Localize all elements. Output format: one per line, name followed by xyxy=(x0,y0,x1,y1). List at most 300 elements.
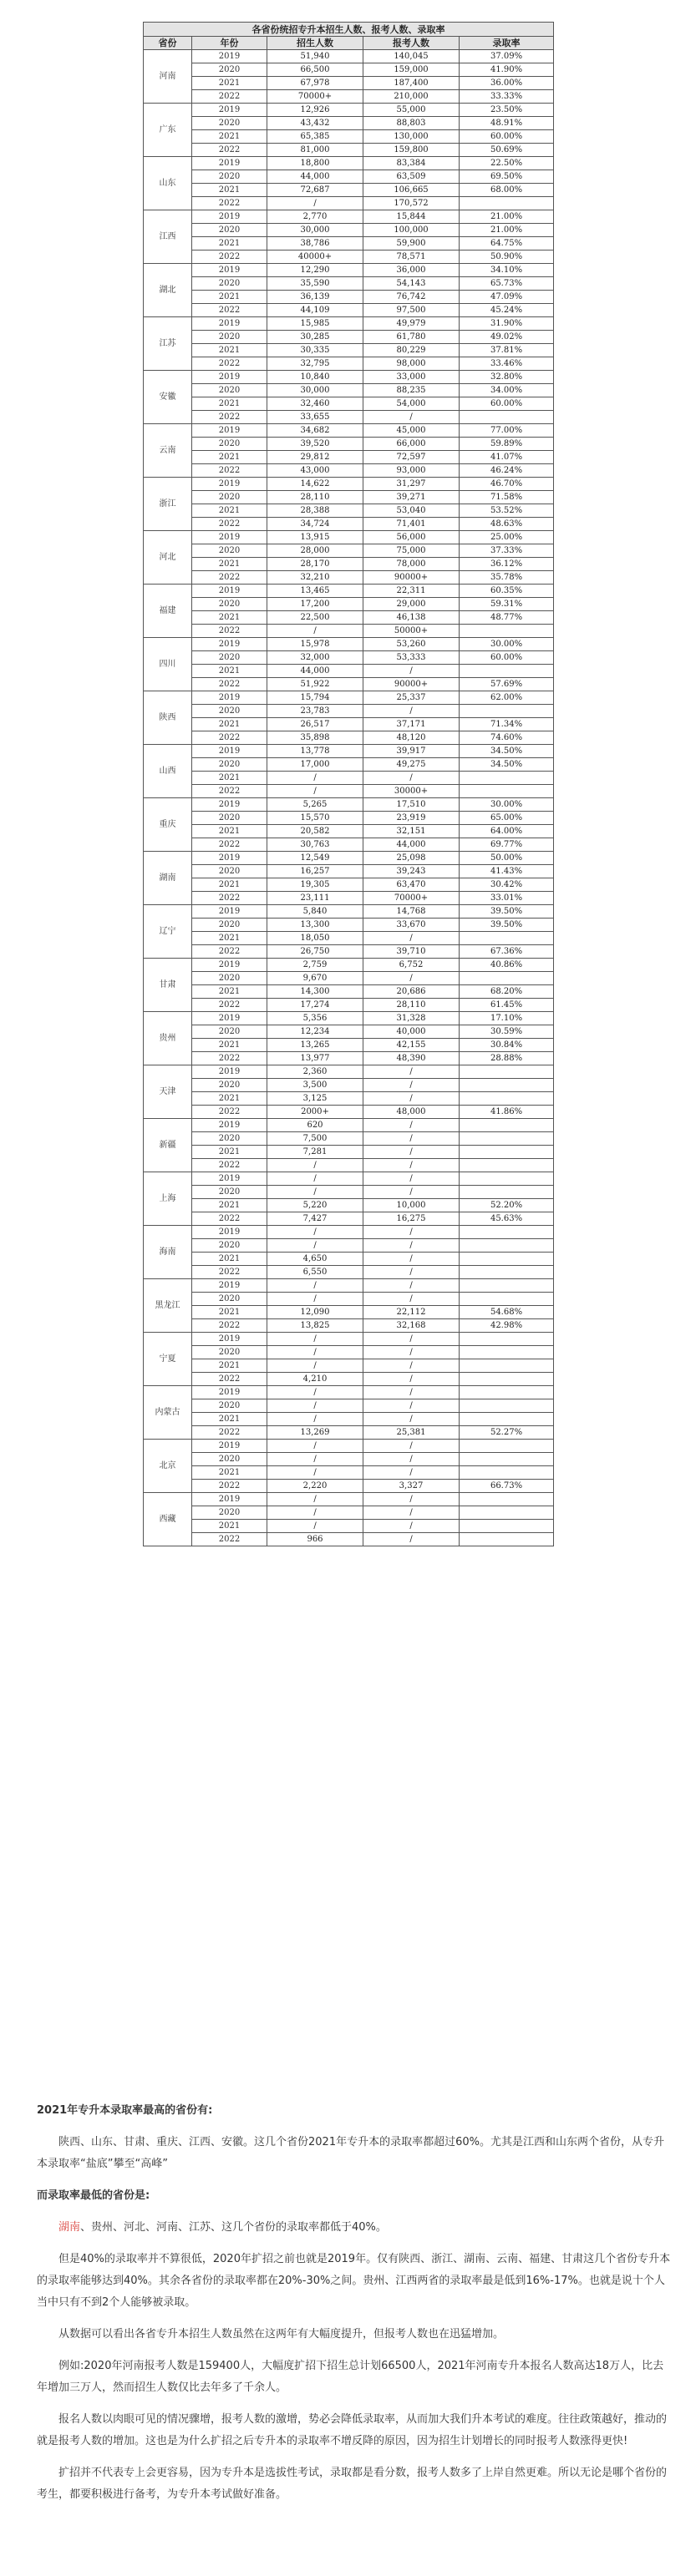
province-cell: 山东 xyxy=(144,157,192,210)
year-cell: 2021 xyxy=(192,1092,267,1106)
table-row xyxy=(144,1266,554,1279)
rate-cell xyxy=(460,1186,554,1199)
header-province: 省份 xyxy=(144,37,192,50)
enrollment-cell: 26,517 xyxy=(267,718,363,731)
table-row xyxy=(144,117,554,130)
rate-cell: 57.69% xyxy=(460,678,554,691)
table-row xyxy=(144,157,554,170)
applicants-cell: / xyxy=(363,1065,460,1079)
applicants-cell: / xyxy=(363,1506,460,1520)
applicants-cell: / xyxy=(363,1146,460,1159)
applicants-cell: 14,768 xyxy=(363,905,460,919)
enrollment-cell: / xyxy=(267,785,363,798)
year-cell: 2021 xyxy=(192,130,267,144)
table-row xyxy=(144,1399,554,1413)
year-cell: 2020 xyxy=(192,384,267,397)
rate-cell xyxy=(460,1279,554,1293)
applicants-cell: 63,470 xyxy=(363,878,460,892)
rate-cell: 52.20% xyxy=(460,1199,554,1212)
rate-cell: 30.42% xyxy=(460,878,554,892)
applicants-cell: 32,168 xyxy=(363,1319,460,1333)
applicants-cell: / xyxy=(363,772,460,785)
applicants-cell: / xyxy=(363,972,460,985)
province-cell: 江苏 xyxy=(144,317,192,371)
applicants-cell: / xyxy=(363,1266,460,1279)
year-cell: 2021 xyxy=(192,1199,267,1212)
applicants-cell: 31,297 xyxy=(363,478,460,491)
year-cell: 2020 xyxy=(192,758,267,772)
table-row xyxy=(144,878,554,892)
year-cell: 2021 xyxy=(192,932,267,945)
enrollment-cell: 18,800 xyxy=(267,157,363,170)
year-cell: 2020 xyxy=(192,277,267,291)
rate-cell: 32.80% xyxy=(460,371,554,384)
rate-cell: 21.00% xyxy=(460,224,554,237)
year-cell: 2019 xyxy=(192,1065,267,1079)
rate-cell: 68.20% xyxy=(460,985,554,999)
year-cell: 2021 xyxy=(192,1520,267,1533)
year-cell: 2021 xyxy=(192,985,267,999)
applicants-cell: 49,275 xyxy=(363,758,460,772)
year-cell: 2019 xyxy=(192,210,267,224)
rate-cell xyxy=(460,972,554,985)
table-row xyxy=(144,691,554,705)
rate-cell xyxy=(460,1146,554,1159)
year-cell: 2020 xyxy=(192,117,267,130)
year-cell: 2019 xyxy=(192,1386,267,1399)
enrollment-cell: 5,840 xyxy=(267,905,363,919)
province-cell: 辽宁 xyxy=(144,905,192,959)
table-row xyxy=(144,237,554,251)
enrollment-cell: / xyxy=(267,1186,363,1199)
year-cell: 2020 xyxy=(192,63,267,77)
rate-cell xyxy=(460,1253,554,1266)
paragraph-3: 例如:2020年河南报考人数是159400人，大幅度扩招下招生总计划66500人，2021年河南专升本报名人数高达18万人，比去年增加三万人，然而招生人数仅比去年多了千余人。 xyxy=(37,2360,664,2394)
enrollment-cell: 18,050 xyxy=(267,932,363,945)
table-row xyxy=(144,1132,554,1146)
year-cell: 2020 xyxy=(192,598,267,611)
table-row xyxy=(144,170,554,184)
year-cell: 2022 xyxy=(192,731,267,745)
enrollment-cell: 12,290 xyxy=(267,264,363,277)
year-cell: 2022 xyxy=(192,625,267,638)
year-cell: 2020 xyxy=(192,972,267,985)
province-cell: 福建 xyxy=(144,585,192,638)
rate-cell: 48.63% xyxy=(460,518,554,531)
applicants-cell: / xyxy=(363,1132,460,1146)
table-row xyxy=(144,130,554,144)
enrollment-cell: 32,210 xyxy=(267,571,363,585)
table-row xyxy=(144,184,554,197)
enrollment-cell: / xyxy=(267,1239,363,1253)
table-row xyxy=(144,1520,554,1533)
year-cell: 2021 xyxy=(192,611,267,625)
table-title: 各省份统招专升本招生人数、报考人数、录取率 xyxy=(144,23,554,37)
rate-cell xyxy=(460,1386,554,1399)
applicants-cell: 66,000 xyxy=(363,438,460,451)
rate-cell xyxy=(460,1520,554,1533)
year-cell: 2019 xyxy=(192,1440,267,1453)
enrollment-cell: / xyxy=(267,1172,363,1186)
table-row xyxy=(144,1373,554,1386)
applicants-cell: 80,229 xyxy=(363,344,460,357)
year-cell: 2021 xyxy=(192,718,267,731)
applicants-cell: / xyxy=(363,1119,460,1132)
year-cell: 2019 xyxy=(192,852,267,865)
rate-cell xyxy=(460,1239,554,1253)
header-enrollment: 招生人数 xyxy=(267,37,363,50)
year-cell: 2020 xyxy=(192,1293,267,1306)
rate-cell: 60.00% xyxy=(460,397,554,411)
applicants-cell: 42,155 xyxy=(363,1039,460,1052)
enrollment-cell: 13,778 xyxy=(267,745,363,758)
year-cell: 2019 xyxy=(192,798,267,812)
enrollment-cell: 22,500 xyxy=(267,611,363,625)
rate-cell xyxy=(460,1399,554,1413)
table-row xyxy=(144,1346,554,1359)
rate-cell xyxy=(460,1506,554,1520)
applicants-cell: 70000+ xyxy=(363,892,460,905)
rate-cell xyxy=(460,785,554,798)
rate-cell: 49.02% xyxy=(460,331,554,344)
enrollment-cell: 28,110 xyxy=(267,491,363,504)
table-row xyxy=(144,1533,554,1546)
table-row xyxy=(144,945,554,959)
year-cell: 2021 xyxy=(192,291,267,304)
enrollment-cell: 17,200 xyxy=(267,598,363,611)
rate-cell: 39.50% xyxy=(460,905,554,919)
table-row xyxy=(144,1199,554,1212)
year-cell: 2022 xyxy=(192,1106,267,1119)
rate-cell: 33.33% xyxy=(460,90,554,104)
enrollment-cell: 13,265 xyxy=(267,1039,363,1052)
table-row xyxy=(144,304,554,317)
rate-cell: 60.00% xyxy=(460,651,554,665)
table-row xyxy=(144,959,554,972)
province-cell: 浙江 xyxy=(144,478,192,531)
rate-cell xyxy=(460,1333,554,1346)
applicants-cell: 31,328 xyxy=(363,1012,460,1025)
year-cell: 2019 xyxy=(192,905,267,919)
rate-cell: 50.69% xyxy=(460,144,554,157)
enrollment-cell: 15,985 xyxy=(267,317,363,331)
applicants-cell: / xyxy=(363,1453,460,1466)
enrollment-cell: 28,170 xyxy=(267,558,363,571)
rate-cell: 66.73% xyxy=(460,1480,554,1493)
rate-cell xyxy=(460,1373,554,1386)
applicants-cell: 53,260 xyxy=(363,638,460,651)
year-cell: 2019 xyxy=(192,478,267,491)
year-cell: 2019 xyxy=(192,157,267,170)
year-cell: 2022 xyxy=(192,1319,267,1333)
enrollment-cell: 5,220 xyxy=(267,1199,363,1212)
table-body xyxy=(144,50,554,1546)
applicants-cell: 48,120 xyxy=(363,731,460,745)
year-cell: 2020 xyxy=(192,865,267,878)
rate-cell: 64.75% xyxy=(460,237,554,251)
rate-cell: 37.33% xyxy=(460,544,554,558)
applicants-cell: 76,742 xyxy=(363,291,460,304)
year-cell: 2022 xyxy=(192,357,267,371)
enrollment-cell: 32,795 xyxy=(267,357,363,371)
table-row xyxy=(144,1212,554,1226)
applicants-cell: / xyxy=(363,1346,460,1359)
rate-cell: 50.90% xyxy=(460,251,554,264)
table-row xyxy=(144,104,554,117)
year-cell: 2019 xyxy=(192,1012,267,1025)
rate-cell xyxy=(460,1346,554,1359)
table-row xyxy=(144,1480,554,1493)
applicants-cell: / xyxy=(363,1279,460,1293)
enrollment-cell: 44,000 xyxy=(267,665,363,678)
rate-cell: 34.50% xyxy=(460,745,554,758)
applicants-cell: 39,917 xyxy=(363,745,460,758)
year-cell: 2022 xyxy=(192,785,267,798)
rate-cell: 37.81% xyxy=(460,344,554,357)
rate-cell: 34.10% xyxy=(460,264,554,277)
rate-cell: 45.24% xyxy=(460,304,554,317)
rate-cell: 33.46% xyxy=(460,357,554,371)
applicants-cell: / xyxy=(363,1239,460,1253)
year-cell: 2019 xyxy=(192,317,267,331)
rate-cell: 60.35% xyxy=(460,585,554,598)
year-cell: 2019 xyxy=(192,264,267,277)
table-row xyxy=(144,1092,554,1106)
rate-cell: 62.00% xyxy=(460,691,554,705)
rate-cell: 33.01% xyxy=(460,892,554,905)
enrollment-cell: 12,549 xyxy=(267,852,363,865)
table-row xyxy=(144,772,554,785)
province-cell: 安徽 xyxy=(144,371,192,424)
paragraph-4: 报名人数以肉眼可见的情况骤增，报考人数的激增，势必会降低录取率，从而加大我们升本考试的难度。往往政策越好，推动的就是报考人数的增加。这也是为什么扩招之后专升本的录取率不增反降的原因，因为招生计划增长的同时报考人数涨得更快! xyxy=(37,2413,668,2447)
applicants-cell: 6,752 xyxy=(363,959,460,972)
year-cell: 2019 xyxy=(192,1119,267,1132)
table-row xyxy=(144,1279,554,1293)
table-row xyxy=(144,504,554,518)
rate-cell xyxy=(460,1159,554,1172)
applicants-cell: 78,000 xyxy=(363,558,460,571)
table-row xyxy=(144,1025,554,1039)
rate-cell: 71.58% xyxy=(460,491,554,504)
year-cell: 2019 xyxy=(192,424,267,438)
applicants-cell: 75,000 xyxy=(363,544,460,558)
rate-cell: 34.00% xyxy=(460,384,554,397)
rate-cell: 65.73% xyxy=(460,277,554,291)
year-cell: 2021 xyxy=(192,397,267,411)
year-cell: 2022 xyxy=(192,411,267,424)
rate-cell: 47.09% xyxy=(460,291,554,304)
applicants-cell: 25,337 xyxy=(363,691,460,705)
table-row xyxy=(144,197,554,210)
applicants-cell: 39,243 xyxy=(363,865,460,878)
enrollment-cell: 70000+ xyxy=(267,90,363,104)
enrollment-cell: 30,000 xyxy=(267,384,363,397)
enrollment-cell: 3,500 xyxy=(267,1079,363,1092)
applicants-cell: / xyxy=(363,1092,460,1106)
year-cell: 2022 xyxy=(192,999,267,1012)
header-admission-rate: 录取率 xyxy=(460,37,554,50)
rate-cell: 41.86% xyxy=(460,1106,554,1119)
applicants-cell: 22,112 xyxy=(363,1306,460,1319)
rate-cell: 59.31% xyxy=(460,598,554,611)
table-row xyxy=(144,1186,554,1199)
year-cell: 2020 xyxy=(192,705,267,718)
enrollment-cell: / xyxy=(267,1493,363,1506)
year-cell: 2019 xyxy=(192,691,267,705)
highlight-province: 湖南 xyxy=(58,2221,81,2234)
table-row xyxy=(144,544,554,558)
applicants-cell: / xyxy=(363,1226,460,1239)
rate-cell: 36.00% xyxy=(460,77,554,90)
applicants-cell: / xyxy=(363,1493,460,1506)
applicants-cell: 140,045 xyxy=(363,50,460,63)
enrollment-cell: 13,915 xyxy=(267,531,363,544)
applicants-cell: / xyxy=(363,665,460,678)
province-cell: 贵州 xyxy=(144,1012,192,1065)
year-cell: 2022 xyxy=(192,1373,267,1386)
table-row xyxy=(144,558,554,571)
applicants-cell: 90000+ xyxy=(363,571,460,585)
rate-cell xyxy=(460,1266,554,1279)
enrollment-cell: 39,520 xyxy=(267,438,363,451)
year-cell: 2020 xyxy=(192,1453,267,1466)
table-row xyxy=(144,865,554,878)
table-row xyxy=(144,718,554,731)
table-row xyxy=(144,705,554,718)
table-row xyxy=(144,1239,554,1253)
table-row xyxy=(144,1306,554,1319)
year-cell: 2021 xyxy=(192,1306,267,1319)
article xyxy=(37,2100,673,2516)
year-cell: 2021 xyxy=(192,77,267,90)
province-cell: 宁夏 xyxy=(144,1333,192,1386)
enrollment-cell: 23,783 xyxy=(267,705,363,718)
rate-cell: 77.00% xyxy=(460,424,554,438)
table-row xyxy=(144,77,554,90)
applicants-cell: 59,900 xyxy=(363,237,460,251)
rate-cell: 35.78% xyxy=(460,571,554,585)
enrollment-cell: 13,465 xyxy=(267,585,363,598)
applicants-cell: 45,000 xyxy=(363,424,460,438)
table-row xyxy=(144,1012,554,1025)
enrollment-cell: 7,427 xyxy=(267,1212,363,1226)
table-row xyxy=(144,1506,554,1520)
paragraph-1: 但是40%的录取率并不算很低，2020年扩招之前也就是2019年。仅有陕西、浙江、湖南、云南、福建、甘肃这几个省份专升本的录取率能够达到40%。其余各省份的录取率都在20%-30%之间。贵州、江西两省的录取率最是低到16%-17%。也就是说十个人当中只有不到2个人能够被录取。 xyxy=(37,2253,671,2309)
rate-cell xyxy=(460,1172,554,1186)
enrollment-cell: 13,300 xyxy=(267,919,363,932)
table-row xyxy=(144,1052,554,1065)
table-row xyxy=(144,758,554,772)
province-cell: 湖南 xyxy=(144,852,192,905)
enrollment-cell: 44,000 xyxy=(267,170,363,184)
rate-cell xyxy=(460,705,554,718)
year-cell: 2019 xyxy=(192,585,267,598)
enrollment-cell: 5,356 xyxy=(267,1012,363,1025)
rate-cell: 68.00% xyxy=(460,184,554,197)
enrollment-cell: / xyxy=(267,1279,363,1293)
province-cell: 山西 xyxy=(144,745,192,798)
rate-cell: 30.00% xyxy=(460,638,554,651)
year-cell: 2022 xyxy=(192,90,267,104)
table-row xyxy=(144,50,554,63)
table-row xyxy=(144,999,554,1012)
enrollment-cell: / xyxy=(267,1333,363,1346)
applicants-cell: 28,110 xyxy=(363,999,460,1012)
table-row xyxy=(144,144,554,157)
table-row xyxy=(144,905,554,919)
table-row xyxy=(144,852,554,865)
applicants-cell: 78,571 xyxy=(363,251,460,264)
heading-highest: 2021年专升本录取率最高的省份有: xyxy=(37,2104,213,2117)
year-cell: 2021 xyxy=(192,344,267,357)
province-cell: 海南 xyxy=(144,1226,192,1279)
province-cell: 甘肃 xyxy=(144,959,192,1012)
enrollment-cell: 40000+ xyxy=(267,251,363,264)
table-row xyxy=(144,1466,554,1480)
province-cell: 新疆 xyxy=(144,1119,192,1172)
enrollment-cell: / xyxy=(267,1520,363,1533)
year-cell: 2020 xyxy=(192,491,267,504)
enrollment-cell: 66,500 xyxy=(267,63,363,77)
rate-cell: 53.52% xyxy=(460,504,554,518)
enrollment-cell: 14,622 xyxy=(267,478,363,491)
enrollment-cell: 2,759 xyxy=(267,959,363,972)
rate-cell: 34.50% xyxy=(460,758,554,772)
enrollment-cell: 72,687 xyxy=(267,184,363,197)
rate-cell: 17.10% xyxy=(460,1012,554,1025)
applicants-cell: / xyxy=(363,1253,460,1266)
applicants-cell: 93,000 xyxy=(363,464,460,478)
table-row xyxy=(144,384,554,397)
rate-cell xyxy=(460,1533,554,1546)
rate-cell xyxy=(460,197,554,210)
enrollment-cell: / xyxy=(267,1466,363,1480)
table-row xyxy=(144,1146,554,1159)
enrollment-cell: 17,000 xyxy=(267,758,363,772)
applicants-cell: 37,171 xyxy=(363,718,460,731)
rate-cell: 50.00% xyxy=(460,852,554,865)
applicants-cell: 170,572 xyxy=(363,197,460,210)
enrollment-cell: 81,000 xyxy=(267,144,363,157)
enrollment-cell: 15,794 xyxy=(267,691,363,705)
applicants-cell: / xyxy=(363,1466,460,1480)
heading-lowest: 而录取率最低的省份是: xyxy=(37,2189,150,2202)
table-row xyxy=(144,344,554,357)
table-row xyxy=(144,317,554,331)
applicants-cell: 16,275 xyxy=(363,1212,460,1226)
table-row xyxy=(144,491,554,504)
table-row xyxy=(144,357,554,371)
table-row xyxy=(144,210,554,224)
rate-cell: 69.77% xyxy=(460,838,554,852)
applicants-cell: 48,000 xyxy=(363,1106,460,1119)
year-cell: 2019 xyxy=(192,638,267,651)
table-row xyxy=(144,1386,554,1399)
enrollment-cell: 13,269 xyxy=(267,1426,363,1440)
rate-cell: 60.00% xyxy=(460,130,554,144)
enrollment-cell: 51,922 xyxy=(267,678,363,691)
enrollment-cell: / xyxy=(267,1506,363,1520)
enrollment-cell: 30,763 xyxy=(267,838,363,852)
enrollment-cell: 30,000 xyxy=(267,224,363,237)
table-row xyxy=(144,424,554,438)
table-row xyxy=(144,277,554,291)
enrollment-cell: / xyxy=(267,1413,363,1426)
rate-cell: 30.00% xyxy=(460,798,554,812)
year-cell: 2022 xyxy=(192,251,267,264)
table-row xyxy=(144,798,554,812)
rate-cell xyxy=(460,1293,554,1306)
